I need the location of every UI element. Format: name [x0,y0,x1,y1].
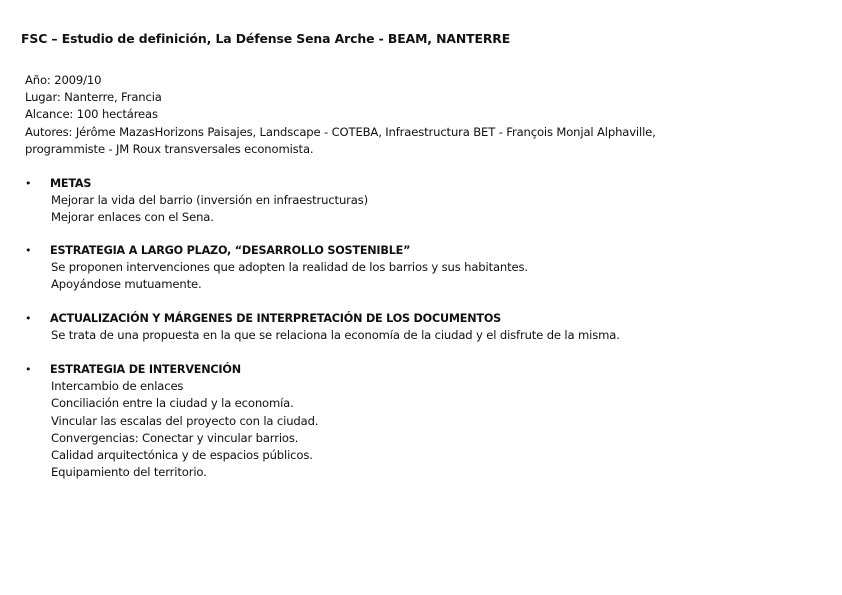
section-estrategia-intervencion [25,361,825,481]
bullet-icon: • [25,177,32,190]
bullet-icon: • [25,363,32,376]
section-title: METAS [50,177,92,190]
section-metas [25,175,825,227]
section-line: Conciliación entre la ciudad y la economía. [51,396,294,411]
section-estrategia-largo-plazo [25,242,825,294]
bullet-icon: • [25,244,32,257]
project-meta [25,72,825,158]
section-line: Se proponen intervenciones que adopten la realidad de los barrios y sus habitantes. [51,260,528,275]
section-line: Vincular las escalas del proyecto con la ciudad. [51,413,319,428]
section-line: Apoyándose mutuamente. [51,277,202,292]
bullet-icon: • [25,312,32,325]
section-line: Calidad arquitectónica y de espacios públicos. [51,448,313,462]
meta-authors-line2: programmiste - JM Roux transversales economista. [25,141,314,156]
section-title: ESTRATEGIA DE INTERVENCIÓN [50,363,241,376]
section-title: ESTRATEGIA A LARGO PLAZO, “DESARROLLO SOSTENIBLE” [50,244,411,257]
meta-year: Año: 2009/10 [25,73,102,87]
section-line: Mejorar la vida del barrio (inversión en infraestructuras) [51,193,368,208]
section-line: Se trata de una propuesta en la que se relaciona la economía de la ciudad y el disfrute de la misma. [51,328,620,343]
section-line: Equipamiento del territorio. [51,465,207,480]
section-line: Intercambio de enlaces [51,379,184,394]
section-line: Convergencias: Conectar y vincular barrios. [51,430,299,445]
meta-place: Lugar: Nanterre, Francia [25,90,162,105]
section-actualizacion [25,310,825,344]
section-line: Mejorar enlaces con el Sena. [51,210,214,225]
meta-authors-line1: Autores: Jérôme MazasHorizons Paisajes, Landscape - COTEBA, Infraestructura BET - François Monjal Alphaville, [25,124,656,139]
section-title: ACTUALIZACIÓN Y MÁRGENES DE INTERPRETACIÓN DE LOS DOCUMENTOS [50,312,501,325]
meta-scope: Alcance: 100 hectáreas [25,107,158,122]
page-title: FSC – Estudio de definición, La Défense Sena Arche - BEAM, NANTERRE [21,31,511,46]
